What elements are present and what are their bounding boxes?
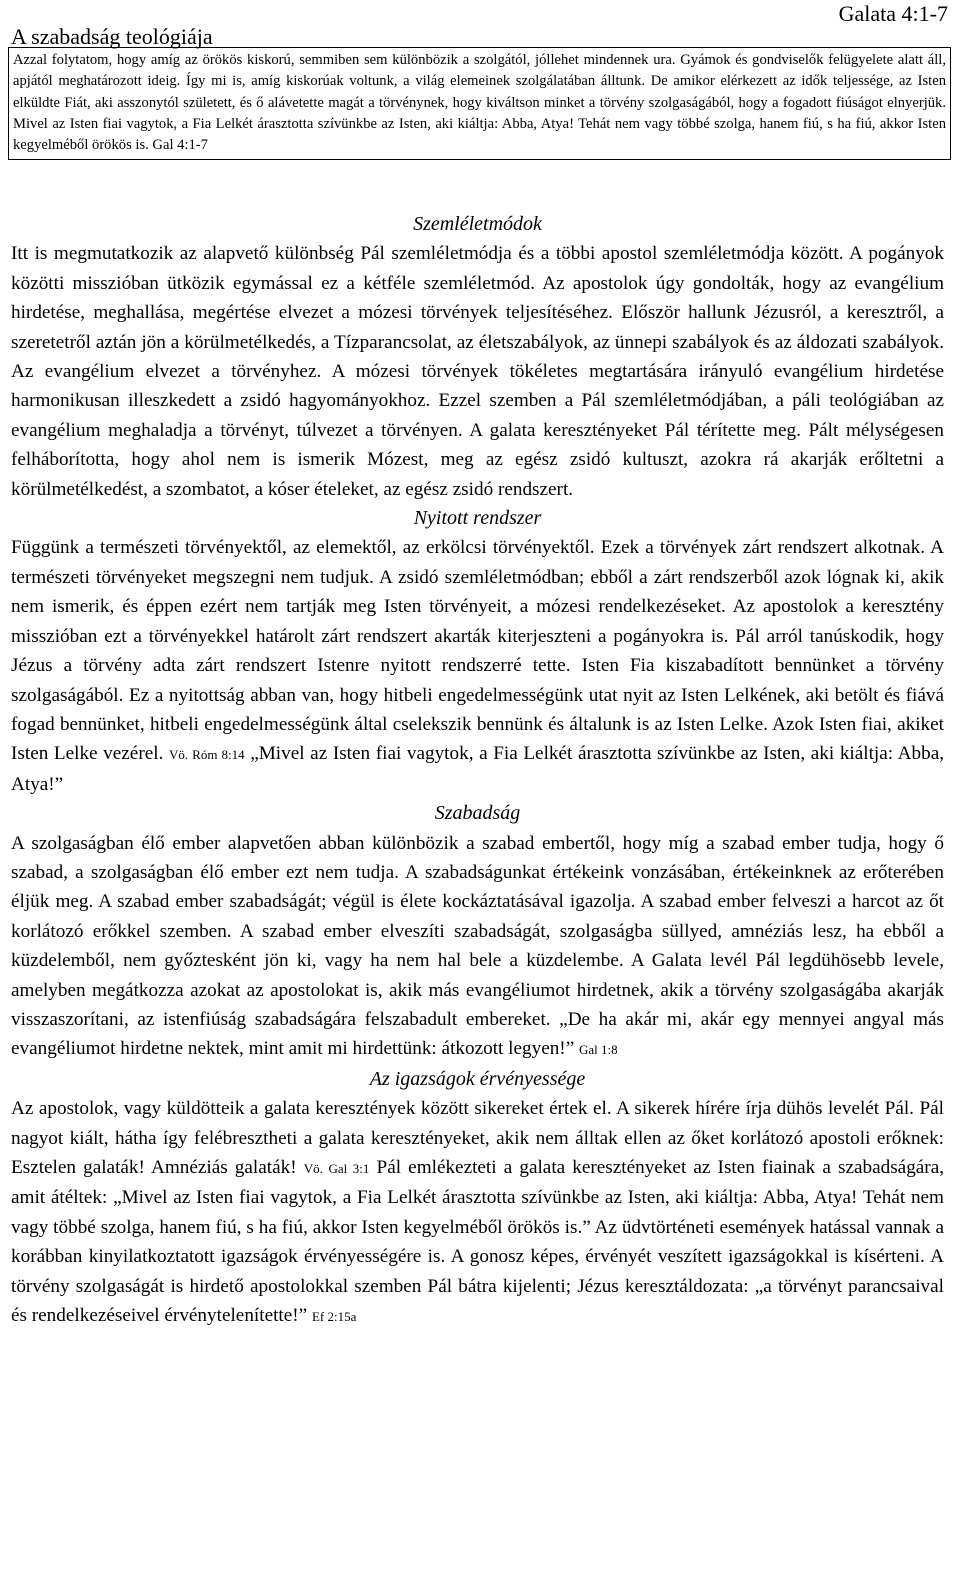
document-title: A szabadság teológiája [11,24,213,49]
main-content [11,210,944,1331]
section-paragraph: Függünk a természeti törvényektől, az elemektől, az erkölcsi törvényektől. Ezek a törvények zárt rendszert alkotnak. A természeti törvényeket megszegni nem tudjuk. A zsidó szemléletmódban; ebből a zárt rendszerből azok lógnak ki, akik nem ismerik, és éppen ezért nem tartják meg Isten törvényeit, a mózesi rendelkezéseket. Az apostolok a keresztény misszióban ezt a törvényekkel határolt zárt rendszert akarták kiterjeszteni a pogányokra is. Pál arról tanúskodik, hogy Jézus a törvény adta zárt rendszert Istenre nyitott rendszerré tette. Isten Fia kiszabadított bennünket a törvény szolgaságából. Ez a nyitottság abban van, hogy hitbeli engedelmességünk utat nyit az Isten Lelkének, aki betölt és fiává fogad bennünket, hitbeli engedelmességünk által cselekszik bennünk és általunk is az Isten Lelke. Azok Isten fiai, akiket Isten Lelke vezérel. Vö. Róm 8:14 „Mivel az Isten fiai vagytok, a Fia Lelkét árasztotta szívünkbe az Isten, aki kiáltja: Abba, Atya!” [11,537,945,795]
section-paragraph: Itt is megmutatkozik az alapvető különbség Pál szemléletmódja és a többi apostol szemléletmódja között. A pogányok közötti misszióban ütközik egymással ez a kétféle szemléletmód. Az apostolok úgy gondolták, hogy az evangélium hirdetése, meghallása, megértése elvezet a mózesi törvények teljesítéséhez. Először hallunk Jézusról, a keresztről, a szeretetről aztán jön a körülmetélkedés, a Tízparancsolat, az életszabályok, az ünnepi szabályok és az áldozati szabályok. Az evangélium elvezet a törvényhez. A mózesi törvények tökéletes megtartására irányuló evangélium hirdetése harmonikusan illeszkedett a zsidó hagyományokhoz. Ezzel szemben a Pál szemléletmódjában, a páli teológiában az evangélium meghaladja a törvényt, túlvezet a törvényen. A galata keresztényeket Pál térítette meg. Pált mélységesen felháborította, hogy ahol nem is ismerik Mózest, meg az egész zsidó kultuszt, azokra rá akarják erőltetni a körülmetélkedést, a szombatot, a kóser ételeket, az egész zsidó rendszert. [11,243,944,500]
section-igazsagok-ervenyessege [11,1065,944,1332]
bible-reference: Vö. Róm 8:14 [168,747,245,763]
section-paragraph: A szolgaságban élő ember alapvetően abban különbözik a szabad embertől, hogy míg a szabad ember tudja, hogy ő szabad, a szolgaságban élő ember ezt nem tudja. A szabadságunkat értékeink vonzásában, értékeinknek az erőterében éljük meg. A szabad ember szabadságát; végül is élete kockáztatásával igazolja. A szabad ember felveszi a harcot az őt korlátozó erőkkel szemben. A szabad ember elveszíti szabadságát, szolgaságba süllyed, amnéziás lesz, ha ebből a küzdelemből, nem győztesként jön ki, vagy ha nem hal bele a küzdelembe. A Galata levél Pál legdühösebb levele, amelyben megátkozza azokat az apostolokat is, akik más evangéliumot hirdetnek, akik a törvény szolgaságába akarják visszaszorítani, az istenfiúság szabadságára felszabadult embereket. „De ha akár mi, akár egy mennyei angyal más evangéliumot hirdetne nektek, mint amit mi hirdettünk: átkozott legyen!” Gal 1:8 [11,832,944,1060]
section-szemleletmodok [11,210,944,504]
bible-reference: Vö. Gal 3:1 [303,1161,370,1176]
bible-reference: Gal 1:8 [579,1042,618,1058]
scripture-quote-box [8,47,951,160]
section-szabadsag [11,799,944,1065]
chapter-reference: Galata 4:1-7 [838,1,948,26]
section-heading: Szemléletmódok [413,213,542,235]
section-heading: Nyitott rendszer [413,507,542,530]
scripture-quote-text: Azzal folytatom, hogy amíg az örökös kiskorú, semmiben sem különbözik a szolgától, jóllehet mindennek ura. Gyámok és gondviselők felügyelete alatt áll, apjától meghatározott ideig. Így mi is, amíg kiskorúak voltunk, a világ elemeinek szolgálatában álltunk. De amikor elérkezett az idők teljessége, az Isten elküldte Fiát, aki asszonytól született, és ő alávetette magát a törvénynek, hogy kiváltson minket a törvény szolgaságából, hogy a fogadott fiúságot elnyerjük. Mivel az Isten fiai vagytok, a Fia Lelkét árasztotta szívünkbe az Isten, aki kiáltja: Abba, Atya! Tehát nem vagy többé szolga, hanem fiú, s ha fiú, akkor Isten kegyelméből örökös is. Gal 4:1-7 [13,52,946,154]
section-heading: Szabadság [434,802,521,825]
section-nyitott-rendszer [11,504,944,799]
section-paragraph: Az apostolok, vagy küldötteik a galata keresztények között sikereket értek el. A sikerek hírére írja dühös levelét Pál. Pál nagyot kiált, hátha így felébresztheti a galata keresztényeket, akik nem álltak ellen az őket korlátozó apostoli erőknek: Esztelen galaták! Amnéziás galaták! Vö. Gal 3:1 Pál emlékezteti a galata keresztényeket az Isten fiainak a szabadságára, amit átéltek: „Mivel az Isten fiai vagytok, a Fia Lelkét árasztotta szívünkbe az Isten, aki kiáltja: Abba, Atya! Tehát nem vagy többé szolga, hanem fiú, s ha fiú, akkor Isten kegyelméből örökös is.” Az üdvtörténeti események hatással vannak a korábban kinyilatkoztatott igazságok érvényességére is. A gonosz képes, érvényét veszített igazságokkal is kísérteni. A törvény szolgaságát is hirdető apostolokkal szemben Pál bátra kijelenti; Jézus keresztáldozata: „a törvényt parancsaival és rendelkezéseivel érvénytelenítette!” Ef 2:15a [11,1098,945,1327]
bible-reference: Ef 2:15a [311,1309,357,1325]
section-heading: Az igazságok érvényessége [369,1067,586,1090]
